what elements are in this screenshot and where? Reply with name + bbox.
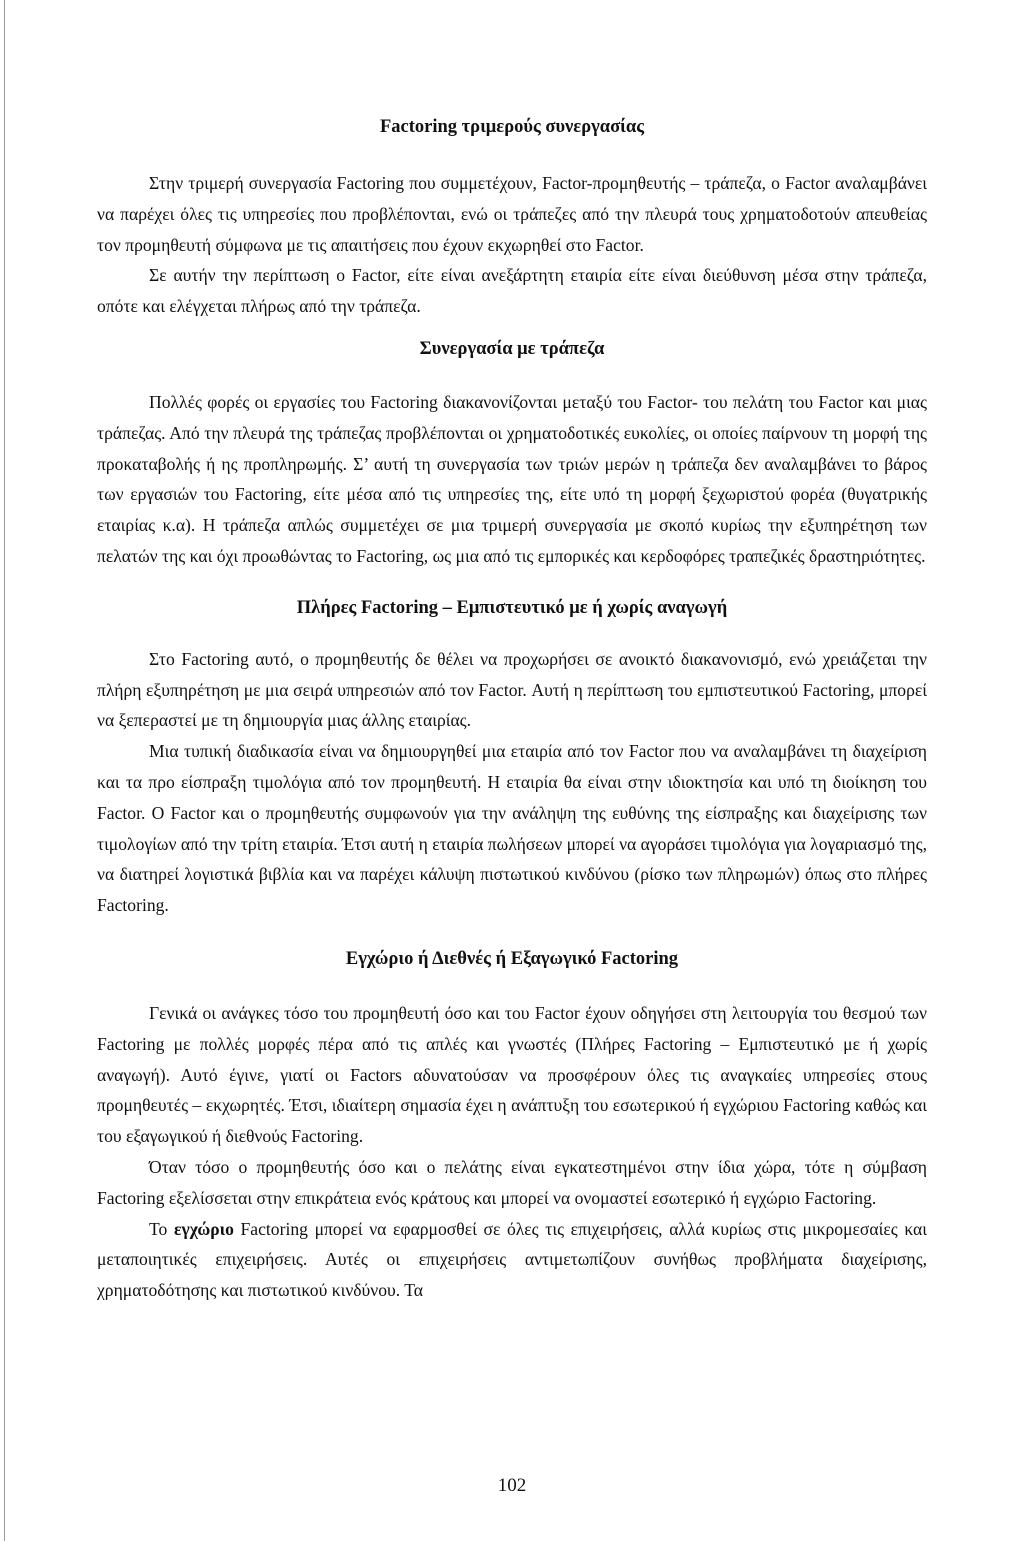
emphasized-term: εγχώριο: [173, 1218, 234, 1239]
page-number: 102: [497, 1475, 527, 1496]
section-heading-tripartite: Factoring τριμερούς συνεργασίας: [379, 117, 645, 137]
paragraph-domestic-2: Όταν τόσο ο προμηθευτής όσο και ο πελάτης είναι εγκατεστημένοι στην ίδια χώρα, τότε η σύμβαση Factoring εξελίσσεται στην επικράτεια ενός κράτους και μπορεί να ονομαστεί εσωτερικό ή εγχώριο Factoring.: [97, 1156, 927, 1208]
paragraph-domestic-3: [97, 1214, 927, 1306]
paragraph-bank-cooperation: Πολλές φορές οι εργασίες του Factoring διακανονίζονται μεταξύ του Factor- του πελάτη του Factor και μιας τράπεζας. Από την πλευρά της τράπεζας προβλέπονται οι χρηματοδοτικές ευκολίες, οι οποίες παίρνουν τη μορφή της προκαταβολής ή ης προπληρωμής. Σ’ αυτή τη συνεργασία των τριών μερών η τράπεζα δεν αναλαμβάνει το βάρος των εργασιών του Factoring, είτε μέσα από τις υπηρεσίες της, είτε υπό τη μορφή ξεχωριστού φορέα (θυγατρικής εταιρίας κ.α). Η τράπεζα απλώς συμμετέχει σε μια τριμερή συνεργασία με σκοπό κυρίως την εξυπηρέτηση των πελατών της και όχι προωθώντας το Factoring, ως μια από τις εμπορικές και κερδοφόρες τραπεζικές δραστηριότητες.: [97, 391, 927, 566]
scan-edge-line: [4, 0, 5, 1541]
paragraph-tripartite-2: Σε αυτήν την περίπτωση ο Factor, είτε είναι ανεξάρτητη εταιρία είτε είναι διεύθυνση μέσα στην τράπεζα, οπότε και ελέγχεται πλήρως από την τράπεζα.: [97, 265, 927, 317]
paragraph-domestic-3-rest: Factoring μπορεί να εφαρμοσθεί σε όλες τις επιχειρήσεις, αλλά κυρίως στις μικρομεσαίες και μεταποιητικές επιχειρήσεις. Αυτές οι επιχειρήσεις αντιμετωπίζουν συνήθως προβλήματα διαχείρισης, χρηματοδότησης και πιστωτικού κινδύνου. Τα: [97, 1218, 927, 1301]
section-heading-full-factoring: Πλήρες Factoring – Εμπιστευτικό με ή χωρίς αναγωγή: [296, 597, 728, 618]
paragraph-domestic-3-start: Το: [149, 1218, 174, 1239]
paragraph-full-factoring-1: Στο Factoring αυτό, ο προμηθευτής δε θέλει να προχωρήσει σε ανοικτό διακανονισμό, ενώ χρειάζεται την πλήρη εξυπηρέτηση με μια σειρά υπηρεσιών από τον Factor. Αυτή η περίπτωση του εμπιστευτικού Factoring, μπορεί να ξεπεραστεί με τη δημιουργία μιας άλλης εταιρίας.: [97, 648, 927, 731]
document-page: [97, 112, 927, 1306]
paragraph-domestic-1: Γενικά οι ανάγκες τόσο του προμηθευτή όσο και του Factor έχουν οδηγήσει στη λειτουργία του θεσμού των Factoring με πολλές μορφές πέρα από τις απλές και γνωστές (Πλήρες Factoring – Εμπιστευτικό με ή χωρίς αναγωγή). Αυτό έγινε, γιατί οι Factors αδυνατούσαν να προσφέρουν όλες τις αναγκαίες υπηρεσίες στους προμηθευτές – εκχωρητές. Έτσι, ιδιαίτερη σημασία έχει η ανάπτυξη του εσωτερικού ή εγχώριου Factoring καθώς και του εξαγωγικού ή διεθνούς Factoring.: [97, 1002, 927, 1147]
paragraph-full-factoring-2: Μια τυπική διαδικασία είναι να δημιουργηθεί μια εταιρία από τον Factor που να αναλαμβάνει τη διαχείριση και τα προ είσπραξη τιμολόγια από τον προμηθευτή. Η εταιρία θα είναι στην ιδιοκτησία και υπό τη διοίκηση του Factor. Ο Factor και ο προμηθευτής συμφωνούν για την ανάληψη της ευθύνης της είσπραξης και διαχείρισης των τιμολογίων από την τρίτη εταιρία. Έτσι αυτή η εταιρία πωλήσεων μπορεί να αγοράσει τιμολόγια για λογαριασμό της, να διατηρεί λογιστικά βιβλία και να παρέχει κάλυψη πιστωτικού κινδύνου (ρίσκο των πληρωμών) όπως στο πλήρες Factoring.: [97, 741, 927, 916]
paragraph-tripartite-1: Στην τριμερή συνεργασία Factoring που συμμετέχουν, Factor-προμηθευτής – τράπεζα, ο Factor αναλαμβάνει να παρέχει όλες τις υπηρεσίες που προβλέπονται, ενώ οι τράπεζες από την πλευρά τους χρηματοδοτούν απευθείας τον προμηθευτή σύμφωνα με τις απαιτήσεις που έχουν εκχωρηθεί στο Factor.: [97, 173, 927, 255]
section-heading-bank-cooperation: Συνεργασία με τράπεζα: [419, 338, 605, 359]
section-heading-domestic-international: Εγχώριο ή Διεθνές ή Εξαγωγικό Factoring: [345, 948, 679, 969]
